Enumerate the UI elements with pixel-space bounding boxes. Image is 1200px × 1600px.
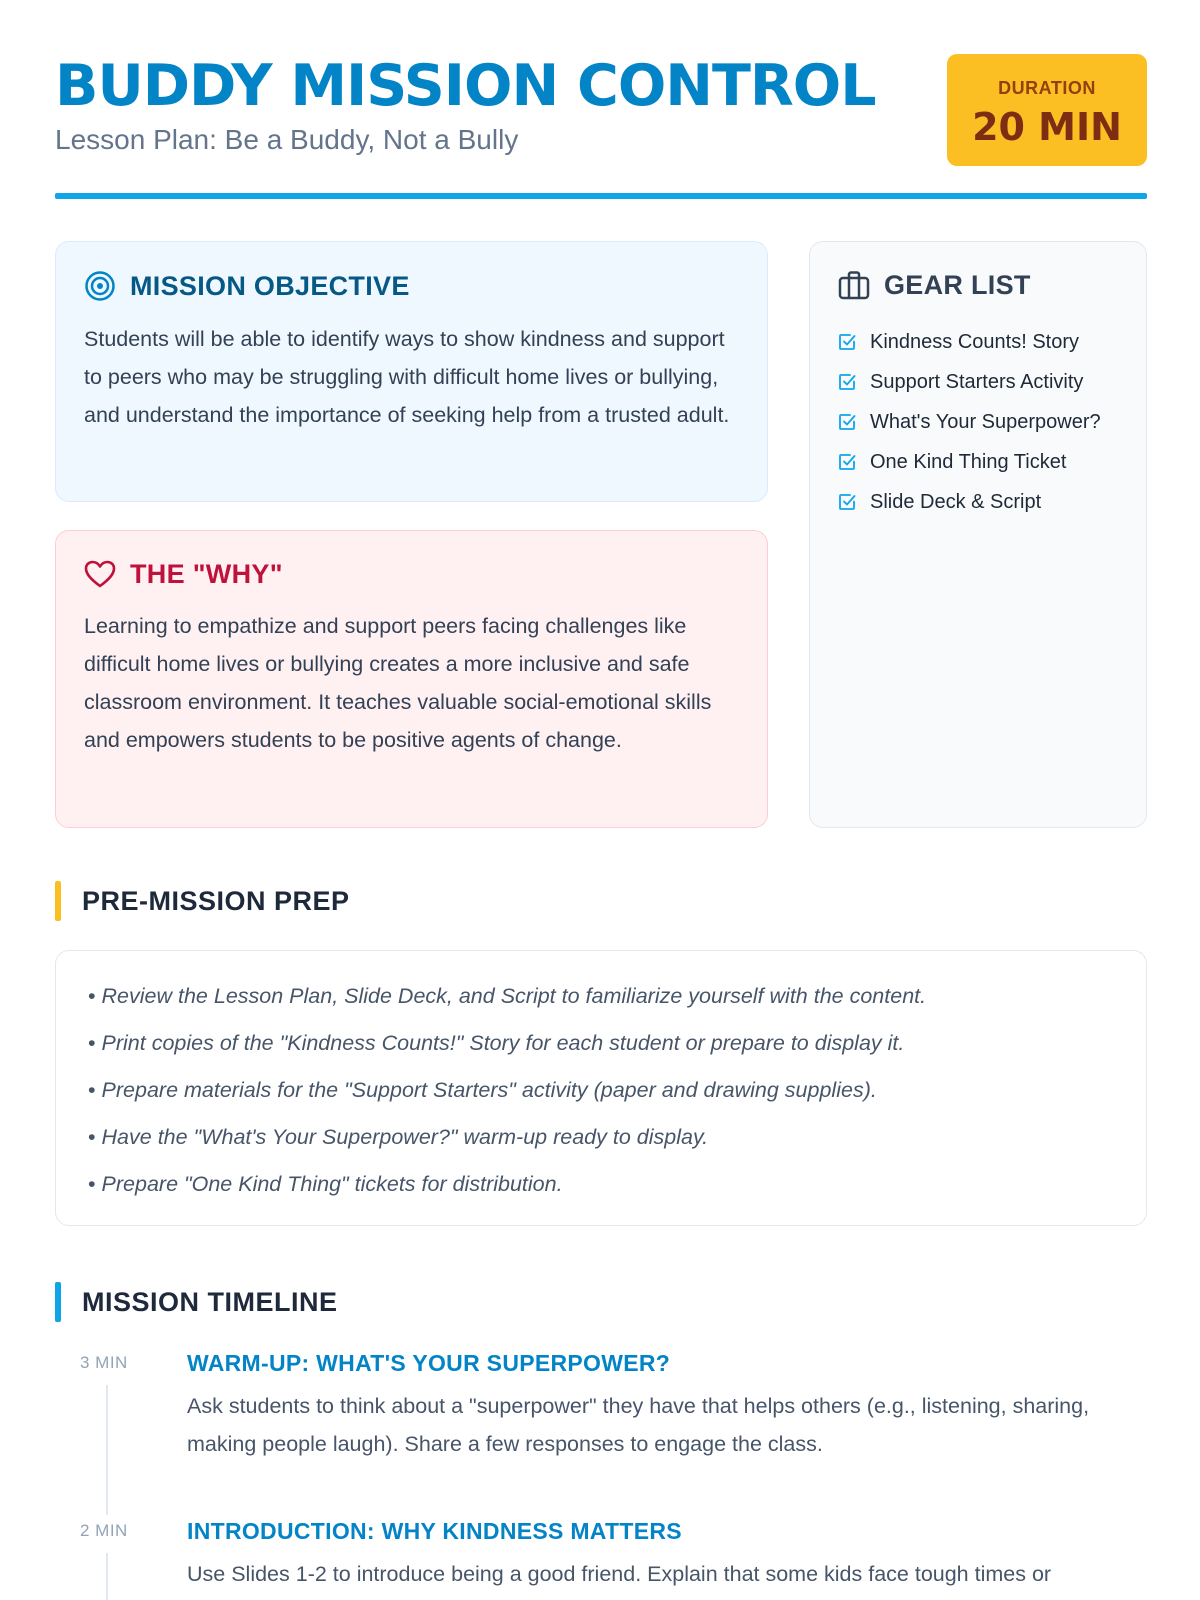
pre-mission-prep-heading bbox=[55, 881, 350, 921]
gear-item bbox=[838, 402, 1118, 442]
mission-objective-card bbox=[55, 241, 768, 502]
mission-objective-body: Students will be able to identify ways to show kindness and support to peers who may be struggling with difficult home lives or bullying, and understand the importance of seeking help from a trusted adult. bbox=[84, 327, 730, 427]
prep-list bbox=[88, 973, 1114, 1208]
lesson-plan-page bbox=[55, 0, 1147, 1600]
pre-mission-prep-box bbox=[55, 950, 1147, 1226]
timeline-item-heading: INTRODUCTION: WHY KINDNESS MATTERS bbox=[187, 1518, 682, 1544]
gear-item bbox=[838, 442, 1118, 482]
bullet: • bbox=[88, 1125, 96, 1149]
duration-value: 20 MIN bbox=[972, 105, 1122, 149]
gear-item-label: Kindness Counts! Story bbox=[870, 330, 1079, 353]
header-divider bbox=[55, 193, 1147, 199]
gear-list-card bbox=[809, 241, 1147, 828]
prep-item-text: Review the Lesson Plan, Slide Deck, and Script to familiarize yourself with the content. bbox=[101, 984, 927, 1008]
the-why-body: Learning to empathize and support peers facing challenges like difficult home lives or bullying creates a more inclusive and safe classroom environment. It teaches valuable social-emotional skills and empowers students to be positive agents of change. bbox=[84, 614, 712, 752]
prep-item bbox=[88, 1067, 1114, 1114]
the-why-heading bbox=[84, 559, 739, 589]
checkbox-checked-icon bbox=[838, 493, 856, 511]
gear-item-label: What's Your Superpower? bbox=[870, 410, 1101, 433]
page-title: BUDDY MISSION CONTROL bbox=[55, 53, 876, 119]
gear-list-title: GEAR LIST bbox=[884, 269, 1031, 300]
mission-timeline-title: MISSION TIMELINE bbox=[82, 1287, 338, 1317]
the-why-card bbox=[55, 530, 768, 828]
timeline-item-heading: WARM-UP: WHAT'S YOUR SUPERPOWER? bbox=[187, 1350, 671, 1376]
prep-item-text: Have the "What's Your Superpower?" warm-up ready to display. bbox=[101, 1125, 709, 1149]
prep-item-text: Prepare "One Kind Thing" tickets for distribution. bbox=[101, 1172, 563, 1196]
gear-item-label: Support Starters Activity bbox=[870, 370, 1084, 393]
mission-objective-heading bbox=[84, 270, 739, 302]
page-subtitle: Lesson Plan: Be a Buddy, Not a Bully bbox=[55, 124, 519, 155]
timeline-connector bbox=[106, 1553, 108, 1600]
mission-timeline-heading bbox=[55, 1282, 338, 1322]
bullet: • bbox=[88, 984, 96, 1008]
gear-list-heading bbox=[838, 270, 1118, 300]
checkbox-checked-icon bbox=[838, 453, 856, 471]
timeline-item-time: 2 MIN bbox=[80, 1521, 128, 1540]
timeline-connector bbox=[106, 1385, 108, 1515]
checkbox-checked-icon bbox=[838, 373, 856, 391]
gear-item bbox=[838, 482, 1118, 522]
gear-item bbox=[838, 322, 1118, 362]
pre-mission-prep-title: PRE-MISSION PREP bbox=[82, 886, 350, 916]
duration-label: DURATION bbox=[998, 78, 1096, 98]
timeline-item-content bbox=[187, 1515, 1147, 1593]
timeline-item-content bbox=[187, 1347, 1147, 1463]
gear-list bbox=[838, 322, 1118, 522]
the-why-title: THE "WHY" bbox=[130, 558, 283, 589]
gear-item-label: One Kind Thing Ticket bbox=[870, 450, 1067, 473]
timeline-item-time: 3 MIN bbox=[80, 1353, 128, 1372]
briefcase-icon bbox=[838, 270, 870, 300]
checkbox-checked-icon bbox=[838, 413, 856, 431]
header bbox=[55, 54, 1147, 200]
checkbox-checked-icon bbox=[838, 333, 856, 351]
gear-item bbox=[838, 362, 1118, 402]
prep-item bbox=[88, 973, 1114, 1020]
target-icon bbox=[84, 270, 116, 302]
prep-item bbox=[88, 1161, 1114, 1208]
section-accent-bar bbox=[55, 881, 61, 921]
heart-icon bbox=[84, 559, 116, 589]
prep-item-text: Prepare materials for the "Support Starters" activity (paper and drawing supplies). bbox=[101, 1078, 877, 1102]
timeline-item-description: Use Slides 1-2 to introduce being a good friend. Explain that some kids face tough times or bbox=[187, 1562, 1052, 1586]
gear-item-label: Slide Deck & Script bbox=[870, 490, 1042, 513]
mission-objective-title: MISSION OBJECTIVE bbox=[130, 270, 410, 301]
section-accent-bar bbox=[55, 1282, 61, 1322]
bullet: • bbox=[88, 1031, 96, 1055]
prep-item bbox=[88, 1020, 1114, 1067]
bullet: • bbox=[88, 1078, 96, 1102]
bullet: • bbox=[88, 1172, 96, 1196]
prep-item bbox=[88, 1114, 1114, 1161]
timeline-item-description: Ask students to think about a "superpower" they have that helps others (e.g., listening, sharing, making people laugh). Share a few responses to engage the class. bbox=[187, 1394, 1090, 1456]
prep-item-text: Print copies of the "Kindness Counts!" Story for each student or prepare to display it. bbox=[101, 1031, 905, 1055]
duration-badge bbox=[947, 54, 1147, 166]
